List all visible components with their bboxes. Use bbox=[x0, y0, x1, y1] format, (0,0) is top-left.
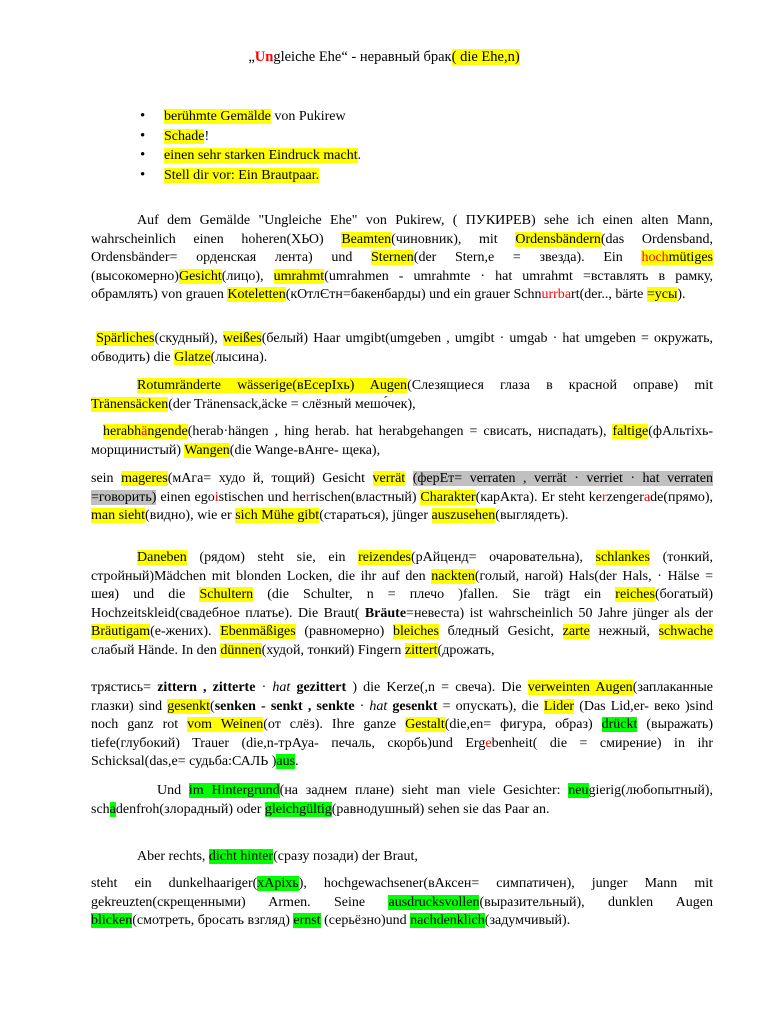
highlight: Charakter bbox=[420, 489, 476, 505]
text: · bbox=[354, 698, 370, 714]
paragraph-1 bbox=[91, 212, 713, 305]
red-letters: e bbox=[485, 735, 492, 751]
text: (задумчивый). bbox=[484, 913, 571, 928]
list-item bbox=[140, 146, 361, 166]
text: . bbox=[295, 754, 299, 769]
text: sein bbox=[91, 471, 122, 486]
highlight: Koteletten bbox=[227, 287, 286, 302]
green-highlight: хАрiхь bbox=[257, 876, 299, 891]
text: (die Wange-вАнге- щека), bbox=[229, 442, 381, 458]
highlight: reizendes bbox=[358, 550, 411, 565]
text: (богатый) Hochzeitskleid(свадебное платье). Die Braut( bbox=[91, 587, 713, 621]
text: (голый, нагой) Hals(der Hals, · Hälse = шея) und die bbox=[91, 568, 713, 602]
highlight: man sieht bbox=[91, 508, 146, 523]
green-highlight: ernst bbox=[293, 913, 321, 928]
bullet-highlight: Stell dir vor: Ein Brautpaar. bbox=[164, 167, 320, 183]
text: Aber rechts, bbox=[137, 849, 209, 864]
text: (сразу позади) der Braut, bbox=[273, 849, 418, 864]
bullet-text: ! bbox=[204, 128, 210, 144]
green-highlight: drückt bbox=[601, 717, 638, 732]
highlight: Ebenmäßiges bbox=[220, 624, 296, 639]
text: (равномерно) bbox=[295, 624, 394, 639]
text: (лицо), bbox=[221, 268, 274, 284]
highlight: verrät bbox=[372, 471, 406, 486]
text: steht ein dunkelhaariger( bbox=[91, 876, 258, 891]
list-item bbox=[140, 127, 361, 147]
highlight: Beamten bbox=[341, 231, 392, 247]
text: ). bbox=[677, 287, 686, 302]
bold-text: senken - senkt , senkte bbox=[214, 698, 355, 714]
page-title bbox=[0, 49, 768, 66]
text: (высокомерно) bbox=[91, 268, 179, 284]
text: (umrahmen - umrahmte · hat umrahmt =вставлять в рамку, обрамлять) von grauen bbox=[91, 268, 713, 302]
bold-text: Bräute bbox=[364, 605, 407, 621]
text: · bbox=[255, 680, 273, 695]
highlight: Wangen bbox=[184, 442, 230, 458]
highlight: schwache bbox=[658, 624, 713, 639]
title-rest: gleiche Ehe“ bbox=[273, 49, 348, 65]
text: трястись= bbox=[91, 680, 158, 695]
red-letters: r bbox=[601, 489, 607, 505]
bullet-highlight: berühmte Gemälde bbox=[164, 109, 271, 124]
highlight: faltige bbox=[612, 424, 649, 439]
highlight: reiches bbox=[615, 587, 655, 602]
text: (видно), wie er bbox=[145, 508, 236, 523]
text: (карАкта). Er steht ke bbox=[475, 489, 602, 505]
text: (herab·hängen , hing herab. hat herabgehangen = свисать, ниспадать), bbox=[187, 424, 613, 439]
highlight: mageres bbox=[121, 471, 168, 486]
highlight: gesenkt bbox=[167, 698, 211, 714]
text: (скудный), bbox=[154, 331, 223, 346]
green-highlight: nachdenklich bbox=[410, 913, 485, 928]
text: Auf dem Gemälde "Ungleiche Ehe" von Pukirew, ( ПУКИРЕВ) sehe ich einen alten Mann, wahrscheinlich einen hoheren(ХЬО) bbox=[91, 213, 713, 247]
highlight: umrahmt bbox=[273, 268, 325, 284]
highlight: =усы bbox=[646, 287, 678, 302]
highlight: vom Weinen bbox=[187, 717, 264, 732]
text: (фАльтiхь-морщинистый) bbox=[91, 424, 713, 458]
highlight: Gesicht bbox=[178, 268, 222, 284]
italic-text: hat bbox=[272, 680, 291, 695]
text: (der Stern,e = звезда). Ein bbox=[413, 250, 642, 265]
red-letters: urrb bbox=[541, 287, 565, 302]
text: (заплаканные глазки) sind bbox=[91, 680, 714, 714]
text: (рАйценд= очаровательна), bbox=[410, 550, 596, 565]
text: (от слёз). Ihre ganze bbox=[263, 717, 406, 732]
text: (чиновник), mit bbox=[391, 231, 516, 247]
highlight: hoch bbox=[641, 250, 669, 265]
text: (выглядеть). bbox=[495, 508, 569, 523]
text: rischen(властный) bbox=[310, 489, 421, 505]
text: ) die Kerze(,n = свеча). Die bbox=[346, 680, 528, 695]
text: (е-жених). bbox=[150, 624, 221, 639]
paragraph-9 bbox=[91, 848, 713, 867]
gray-highlight: (ферЕт= verraten , verrät · verriet · hat verraten =говорить) bbox=[91, 471, 714, 505]
text: zenger bbox=[606, 489, 644, 505]
paragraph-6 bbox=[91, 549, 713, 660]
bold-text: gesenkt bbox=[387, 698, 438, 714]
highlight: schlankes bbox=[595, 550, 650, 565]
green-highlight: gleichgültig bbox=[264, 801, 332, 817]
text: (худой, тонкий) Fingern bbox=[261, 642, 405, 658]
text: (белый) Haar umgibt(umgeben , umgibt · umgab · hat umgeben = окружать, обводить) die bbox=[91, 331, 713, 365]
highlight: Bräutigam bbox=[91, 624, 151, 639]
paragraph-2 bbox=[91, 330, 713, 367]
highlight: Tränensäcken bbox=[91, 396, 169, 412]
text: (рядом) steht sie, ein bbox=[186, 550, 359, 565]
list-item bbox=[140, 107, 361, 127]
highlight: ä bbox=[141, 424, 148, 439]
text: (Слезящиеся глаза в красной оправе) mit bbox=[407, 378, 713, 393]
text bbox=[405, 471, 413, 486]
text: (тонкий, стройный)Mädchen mit blonden Locken, die ihr auf den bbox=[91, 550, 713, 584]
highlight: sich Mühe gibt bbox=[235, 508, 320, 523]
bullet-text: von Pukirew bbox=[270, 109, 346, 124]
text: (равнодушный) sehen sie das Paar an. bbox=[331, 801, 550, 817]
highlight: ngende bbox=[147, 424, 188, 439]
list-item bbox=[140, 166, 361, 186]
text: (серьёзно)und bbox=[320, 913, 411, 928]
text: (der.., bärte bbox=[579, 287, 647, 302]
text: (лысина). bbox=[210, 349, 268, 365]
highlight: herabh bbox=[103, 424, 142, 439]
text: (на заднем плане) sieht man viele Gesichter: bbox=[279, 783, 569, 798]
paragraph-5 bbox=[91, 470, 713, 526]
green-highlight: ausdrucksvollen bbox=[388, 894, 480, 910]
green-highlight: im Hintergrund bbox=[188, 783, 280, 798]
green-highlight: blicken bbox=[91, 913, 133, 928]
text: (die,en= фигура, образ) bbox=[444, 717, 602, 732]
text: = опускать), die bbox=[437, 698, 544, 714]
text: (стараться), jünger bbox=[319, 508, 432, 523]
text: gierig(любопытный), sch bbox=[91, 783, 713, 817]
green-highlight: a bbox=[109, 801, 116, 817]
text: =невеста) ist wahrscheinlich 50 Jahre jünger als der bbox=[406, 605, 713, 621]
highlight: dünnen bbox=[220, 642, 262, 658]
text: stischen und he bbox=[218, 489, 306, 505]
bullet-text: . bbox=[357, 148, 362, 163]
text: Und bbox=[157, 783, 189, 798]
text: ( bbox=[210, 698, 215, 714]
paragraph-8 bbox=[91, 782, 713, 819]
text: benheit( die = смирение) in ihr Schicksal(das,e= судьба:САЛЬ ) bbox=[91, 735, 713, 769]
text: (смотреть, бросать взгляд) bbox=[132, 913, 294, 928]
text: (кОтлЄтн=бакенбарды) und ein grauer Schn bbox=[285, 287, 542, 302]
title-quote: „ bbox=[248, 49, 255, 65]
title-paren: ( die Ehe,n) bbox=[451, 49, 520, 65]
text: denfroh(злорадный) oder bbox=[115, 801, 265, 817]
highlight: zittert bbox=[404, 642, 438, 658]
green-highlight: neu bbox=[568, 783, 589, 798]
bullet-highlight: einen sehr starken Eindruck macht bbox=[164, 148, 358, 163]
italic-text: hat bbox=[369, 698, 388, 714]
highlight: weißes bbox=[222, 331, 262, 346]
text: слабый Hände. In den bbox=[91, 642, 221, 658]
bullet-list bbox=[140, 107, 361, 185]
text: ), hochgewachsener(вАксен= симпатичен), junger Mann mit gekreuzten(скрещенными) Armen. Seine bbox=[91, 876, 714, 910]
text: (die Schulter, n = плечо )fallen. Sie trägt ein bbox=[253, 587, 616, 602]
text: (выражать) tiefe(глубокий) Trauer (die,n-трАуа- печаль, скорбь)und Erg bbox=[91, 717, 713, 751]
text: (das Ordensband, Ordensbänder= орденская лента) und bbox=[91, 231, 713, 265]
highlight: Daneben bbox=[137, 550, 187, 565]
text: (der Tränensack,äcke = слёзный мешо́чек), bbox=[168, 396, 416, 412]
bold-text: zittern , zitterte bbox=[157, 680, 256, 695]
title-un: Un bbox=[254, 49, 274, 65]
green-highlight: dicht hinter bbox=[208, 849, 274, 864]
text: (дрожать, bbox=[437, 642, 495, 658]
red-letters: r bbox=[305, 489, 311, 505]
highlight: verweinten Augen bbox=[527, 680, 633, 695]
highlight: Rotumränderte wässerige(вЕсерIхь) Augen bbox=[137, 378, 408, 393]
highlight: bleiches bbox=[393, 624, 439, 639]
highlight: Spärliches bbox=[96, 331, 155, 346]
text: rt bbox=[571, 287, 580, 302]
highlight: Ordensbändern bbox=[515, 231, 601, 247]
text: нежный, bbox=[589, 624, 659, 639]
text: бледный Gesicht, bbox=[438, 624, 563, 639]
highlight: nackten bbox=[431, 568, 475, 584]
red-letters: a bbox=[643, 489, 651, 505]
text: de(прямо), bbox=[650, 489, 713, 505]
highlight: mütiges bbox=[668, 250, 713, 265]
highlight: Glatze bbox=[174, 349, 211, 365]
highlight: zarte bbox=[562, 624, 590, 639]
highlight: Gestalt bbox=[405, 717, 445, 732]
paragraph-4 bbox=[91, 423, 713, 460]
paragraph-10 bbox=[91, 875, 713, 931]
green-highlight: aus bbox=[276, 754, 296, 769]
title-translation: - неравный брак bbox=[347, 49, 452, 65]
red-letters: a bbox=[564, 287, 572, 302]
bullet-highlight: Schade bbox=[164, 128, 205, 144]
highlight: auszusehen bbox=[431, 508, 496, 523]
text: (мАга= худо й, тощий) Gesicht bbox=[167, 471, 373, 486]
red-letters: i bbox=[214, 489, 219, 505]
text: (выразительный), dunklen Augen bbox=[479, 894, 714, 910]
text: (Das Lid,er- веко )sind noch ganz rot bbox=[91, 698, 713, 732]
paragraph-7 bbox=[91, 679, 713, 772]
highlight: Schultern bbox=[199, 587, 254, 602]
highlight: Sternen bbox=[371, 250, 414, 265]
bold-text: gezittert bbox=[290, 680, 347, 695]
paragraph-3 bbox=[91, 377, 713, 414]
highlight: Lider bbox=[543, 698, 575, 714]
text: einen ego bbox=[156, 489, 215, 505]
